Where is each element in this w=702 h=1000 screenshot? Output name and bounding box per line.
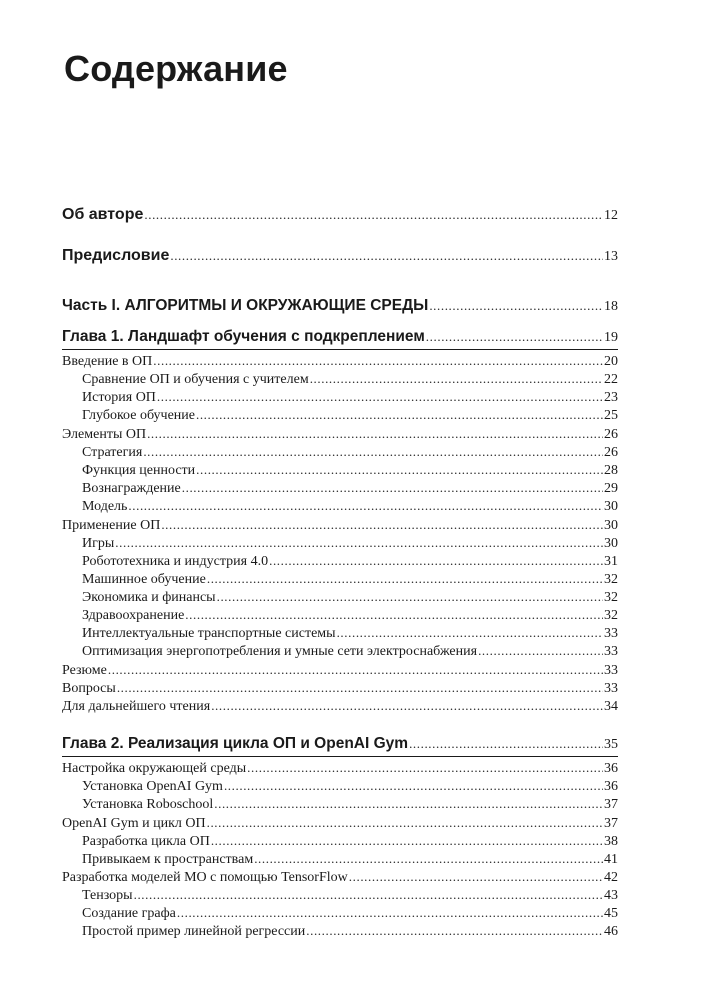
toc-page-number: 31 xyxy=(604,554,618,569)
toc-entry-text: Интеллектуальные транспортные системы xyxy=(82,626,336,641)
dot-leader xyxy=(144,207,603,223)
toc-page-number: 36 xyxy=(604,779,618,794)
toc-entry-part-1[interactable] xyxy=(62,297,618,315)
dot-leader xyxy=(196,407,603,423)
dot-leader xyxy=(157,389,603,405)
toc-entry-text: Глава 2. Реализация цикла ОП и OpenAI Gym xyxy=(62,735,409,752)
toc-entry[interactable] xyxy=(62,371,618,388)
toc-entry[interactable] xyxy=(62,589,618,606)
toc-page-number: 25 xyxy=(604,408,618,423)
toc-entry[interactable] xyxy=(62,815,618,832)
dot-leader xyxy=(147,426,603,442)
toc-page-number: 45 xyxy=(604,906,618,921)
toc-entry[interactable] xyxy=(62,426,618,443)
toc-page-number: 32 xyxy=(604,608,618,623)
toc-page-number: 33 xyxy=(604,626,618,641)
toc-entry-text: Здравоохранение xyxy=(82,608,185,623)
toc-page-number: 38 xyxy=(604,834,618,849)
toc-entry[interactable] xyxy=(62,353,618,370)
toc-entry-text: Настройка окружающей среды xyxy=(62,761,247,776)
toc-page-number: 20 xyxy=(604,354,618,369)
toc-entry-text: Глубокое обучение xyxy=(82,408,195,423)
dot-leader xyxy=(426,329,603,345)
toc-entry[interactable] xyxy=(62,480,618,497)
dot-leader xyxy=(211,833,603,849)
toc-page-number: 12 xyxy=(604,208,618,223)
toc-page-number: 26 xyxy=(604,445,618,460)
chapter-1-rule xyxy=(62,349,618,350)
toc-entry[interactable] xyxy=(62,680,618,697)
toc-entry-text: Машинное обучение xyxy=(82,572,206,587)
toc-entry-text: Установка OpenAI Gym xyxy=(82,779,223,794)
dot-leader xyxy=(429,298,603,314)
toc-entry-text: Робототехника и индустрия 4.0 xyxy=(82,554,269,569)
toc-entry-text: История ОП xyxy=(82,390,156,405)
toc-entry-text: Привыкаем к пространствам xyxy=(82,852,254,867)
toc-entry[interactable] xyxy=(62,625,618,642)
toc-entry-text: Введение в ОП xyxy=(62,354,153,369)
dot-leader xyxy=(182,480,603,496)
dot-leader xyxy=(177,905,603,921)
toc-page-number: 37 xyxy=(604,797,618,812)
toc-entry-text: Разработка цикла ОП xyxy=(82,834,210,849)
dot-leader xyxy=(247,760,603,776)
toc-entry[interactable] xyxy=(62,778,618,795)
toc-entry-chapter-2[interactable] xyxy=(62,735,618,753)
toc-page-number: 33 xyxy=(604,663,618,678)
toc-entry-text: Игры xyxy=(82,536,115,551)
toc-entry[interactable] xyxy=(62,571,618,588)
toc-entry-chapter-1[interactable] xyxy=(62,328,618,346)
dot-leader xyxy=(153,353,603,369)
toc-entry-text: Сравнение ОП и обучения с учителем xyxy=(82,372,309,387)
toc-page-number: 32 xyxy=(604,572,618,587)
dot-leader xyxy=(134,887,603,903)
toc-page-number: 26 xyxy=(604,427,618,442)
toc-entry-text: Для дальнейшего чтения xyxy=(62,699,211,714)
dot-leader xyxy=(254,851,603,867)
toc-entry-text: Вознаграждение xyxy=(82,481,181,496)
toc-entry[interactable] xyxy=(62,607,618,624)
toc-entry-text: OpenAI Gym и цикл ОП xyxy=(62,816,206,831)
toc-entry-text: Создание графа xyxy=(82,906,176,921)
page-title: Содержание xyxy=(64,48,288,89)
dot-leader xyxy=(310,371,603,387)
toc-entry[interactable] xyxy=(62,905,618,922)
toc-page-number: 43 xyxy=(604,888,618,903)
toc-entry-preface[interactable] xyxy=(62,247,618,265)
toc-entry[interactable] xyxy=(62,407,618,424)
dot-leader xyxy=(115,535,603,551)
toc-page-number: 28 xyxy=(604,463,618,478)
toc-entry-text: Простой пример линейной регрессии xyxy=(82,924,306,939)
chapter-2-rule xyxy=(62,756,618,757)
toc-entry-text: Модель xyxy=(82,499,128,514)
toc-entry[interactable] xyxy=(62,851,618,868)
toc-entry[interactable] xyxy=(62,923,618,940)
toc-entry-text: Предисловие xyxy=(62,247,170,264)
toc-entry[interactable] xyxy=(62,760,618,777)
toc-entry[interactable] xyxy=(62,535,618,552)
dot-leader xyxy=(143,444,603,460)
toc-page-number: 19 xyxy=(604,330,618,345)
dot-leader xyxy=(185,607,603,623)
toc-entry[interactable] xyxy=(62,462,618,479)
toc-page-number: 32 xyxy=(604,590,618,605)
dot-leader xyxy=(207,571,603,587)
toc-page-number: 41 xyxy=(604,852,618,867)
dot-leader xyxy=(117,680,603,696)
toc-page-number: 13 xyxy=(604,249,618,264)
toc-page-number: 30 xyxy=(604,536,618,551)
toc-entry-text: Функция ценности xyxy=(82,463,196,478)
toc-entry[interactable] xyxy=(62,869,618,886)
toc-page-number: 42 xyxy=(604,870,618,885)
dot-leader xyxy=(128,498,603,514)
toc-page-number: 37 xyxy=(604,816,618,831)
toc-page-number: 18 xyxy=(604,299,618,314)
toc-page-number: 22 xyxy=(604,372,618,387)
toc-page-number: 30 xyxy=(604,499,618,514)
toc-page-number: 33 xyxy=(604,681,618,696)
toc-entry-text: Часть I. АЛГОРИТМЫ И ОКРУЖАЮЩИЕ СРЕДЫ xyxy=(62,297,429,314)
dot-leader xyxy=(170,248,603,264)
dot-leader xyxy=(217,589,603,605)
toc-page-number: 36 xyxy=(604,761,618,776)
dot-leader xyxy=(161,517,603,533)
toc-entry-text: Применение ОП xyxy=(62,518,161,533)
toc-page-number: 29 xyxy=(604,481,618,496)
toc-entry[interactable] xyxy=(62,389,618,406)
toc-entry-text: Оптимизация энергопотребления и умные сети электроснабжения xyxy=(82,644,478,659)
dot-leader xyxy=(207,815,603,831)
dot-leader xyxy=(306,923,603,939)
dot-leader xyxy=(337,625,603,641)
toc-entry-text: Об авторе xyxy=(62,206,144,223)
toc-entry-text: Резюме xyxy=(62,663,107,678)
toc-entry[interactable] xyxy=(62,698,618,715)
dot-leader xyxy=(108,662,603,678)
dot-leader xyxy=(478,643,603,659)
dot-leader xyxy=(224,778,603,794)
toc-entry[interactable] xyxy=(62,662,618,679)
dot-leader xyxy=(349,869,603,885)
toc-entry-text: Экономика и финансы xyxy=(82,590,216,605)
dot-leader xyxy=(196,462,603,478)
toc-entry-text: Элементы ОП xyxy=(62,427,147,442)
toc-entry[interactable] xyxy=(62,498,618,515)
toc-page-number: 30 xyxy=(604,518,618,533)
toc-entry[interactable] xyxy=(62,796,618,813)
toc-entry-text: Стратегия xyxy=(82,445,143,460)
toc-page-number: 23 xyxy=(604,390,618,405)
dot-leader xyxy=(409,736,603,752)
toc-entry-about-author[interactable] xyxy=(62,206,618,224)
dot-leader xyxy=(269,553,603,569)
toc-entry-text: Вопросы xyxy=(62,681,116,696)
dot-leader xyxy=(211,698,603,714)
toc-page-number: 33 xyxy=(604,644,618,659)
toc-entry-text: Глава 1. Ландшафт обучения с подкреплением xyxy=(62,328,425,345)
toc-entry[interactable] xyxy=(62,517,618,534)
toc-entry[interactable] xyxy=(62,887,618,904)
toc-entry[interactable] xyxy=(62,643,618,660)
toc-entry[interactable] xyxy=(62,833,618,850)
dot-leader xyxy=(214,796,603,812)
toc-page-number: 35 xyxy=(604,737,618,752)
toc-entry-text: Тензоры xyxy=(82,888,133,903)
toc-entry[interactable] xyxy=(62,553,618,570)
toc-entry-text: Разработка моделей МО с помощью TensorFlow xyxy=(62,870,348,885)
toc-entry[interactable] xyxy=(62,444,618,461)
toc-page-number: 46 xyxy=(604,924,618,939)
toc-entry-text: Установка Roboschool xyxy=(82,797,214,812)
toc-page-number: 34 xyxy=(604,699,618,714)
